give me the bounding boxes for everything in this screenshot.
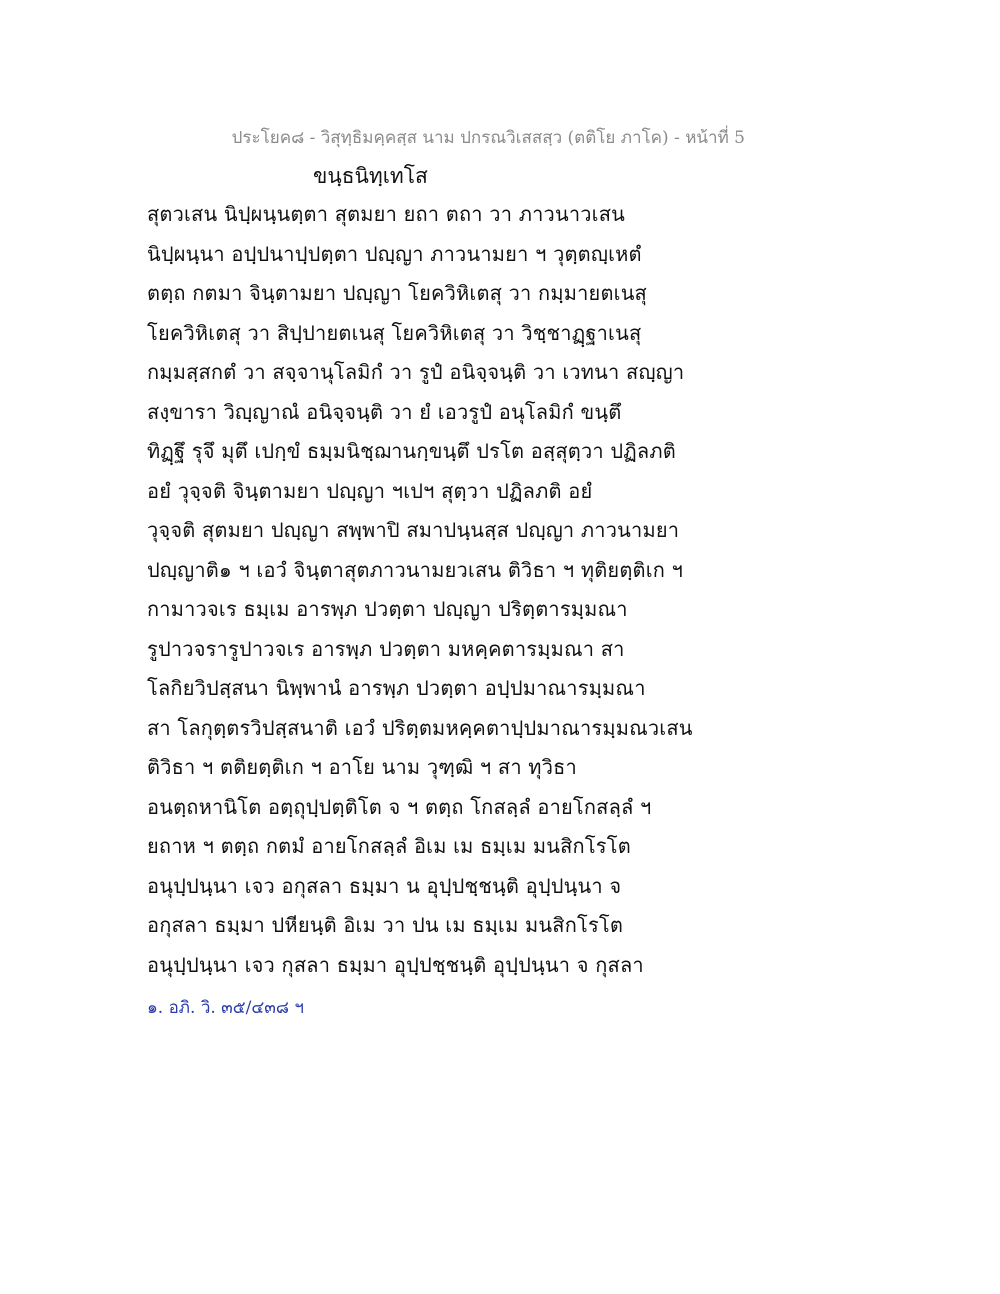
page-header: ประโยค๘ - วิสุทฺธิมคฺคสฺส นาม ปกรณวิเสสสฺว (ตติโย ภาโค) - หน้าที่ 5 [231, 128, 745, 148]
body-line: สา โลกุตฺตรวิปสฺสนาติ เอวํ ปริตฺตมหคฺคตาปฺปมาณารมฺมณวเสน [147, 715, 693, 740]
body-line: ติวิธา ฯ ตติยตฺติเก ฯ อาโย นาม วุฑฺฒิ ฯ สา ทุวิธา [147, 755, 577, 779]
body-line: วุจฺจติ สุตมยา ปญฺญา สพฺพาปิ สมาปนฺนสฺส ปญฺญา ภาวนามยา [147, 518, 680, 542]
body-line: อนตฺถหานิโต อตฺถุปฺปตฺติโต จ ฯ ตตฺถ โกสลฺลํ อายโกสลฺลํ ฯ [147, 794, 652, 819]
body-line: อกุสลา ธมฺมา ปหียนฺติ อิเม วา ปน เม ธมฺเม มนสิกโรโต [147, 913, 624, 937]
body-line: รูปาวจรารูปาวจเร อารพฺภ ปวตฺตา มหคฺคตารมฺมณา สา [147, 636, 625, 661]
body-line: อนุปฺปนฺนา เจว อกุสลา ธมฺมา น อุปฺปชฺชนฺติ อุปฺปนฺนา จ [147, 873, 622, 898]
body-line: โยควิหิเตสุ วา สิปฺปายตเนสุ โยควิหิเตสุ วา วิชฺชาฏฺฐาเนสุ [147, 320, 642, 345]
body-line: กามาวจเร ธมฺเม อารพฺภ ปวตฺตา ปญฺญา ปริตฺตารมฺมณา [147, 597, 628, 621]
body-line: สุตวเสน นิปฺผนฺนตฺตา สุตมยา ยถา ตถา วา ภาวนาวเสน [147, 202, 625, 226]
body-line: ตตฺถ กตมา จินฺตามยา ปญฺญา โยควิหิเตสุ วา กมฺมายตเนสุ [147, 281, 647, 305]
body-line: ปญฺญาติ๑ ฯ เอวํ จินฺตาสุตภาวนามยวเสน ติวิธา ฯ ทุติยตฺติเก ฯ [147, 557, 684, 582]
body-line: ทิฏฺฐึ รุจึ มุตึ เปกฺขํ ธมฺมนิชฺฌานกฺขนฺตึ ปรโต อสฺสุตฺวา ปฏิลภติ [147, 439, 676, 463]
footnote: ๑. อภิ. วิ. ๓๕/๔๓๘ ฯ [147, 998, 304, 1018]
body-line: ยถาห ฯ ตตฺถ กตมํ อายโกสลฺลํ อิเม เม ธมฺเม มนสิกโรโต [147, 834, 631, 858]
body-line: สงฺขารา วิญฺญาณํ อนิจฺจนฺติ วา ยํ เอวรูปํ อนุโลมิกํ ขนฺตึ [147, 399, 622, 424]
body-line: อยํ วุจฺจติ จินฺตามยา ปญฺญา ฯเปฯ สุตฺวา ปฏิลภติ อยํ [147, 478, 593, 503]
body-text [147, 195, 707, 985]
body-line: อนุปฺปนฺนา เจว กุสลา ธมฺมา อุปฺปชฺชนฺติ อุปฺปนฺนา จ กุสลา [147, 952, 644, 977]
body-line: นิปฺผนฺนา อปฺปนาปฺปตฺตา ปญฺญา ภาวนามยา ฯ วุตฺตญฺเหตํ [147, 241, 642, 266]
section-heading: ขนฺธนิทฺเทโส [313, 164, 428, 188]
body-line: โลกิยวิปสฺสนา นิพฺพานํ อารพฺภ ปวตฺตา อปฺปมาณารมฺมณา [147, 676, 646, 700]
body-line: กมฺมสฺสกตํ วา สจฺจานุโลมิกํ วา รูปํ อนิจฺจนฺติ วา เวทนา สญฺญา [147, 360, 685, 384]
